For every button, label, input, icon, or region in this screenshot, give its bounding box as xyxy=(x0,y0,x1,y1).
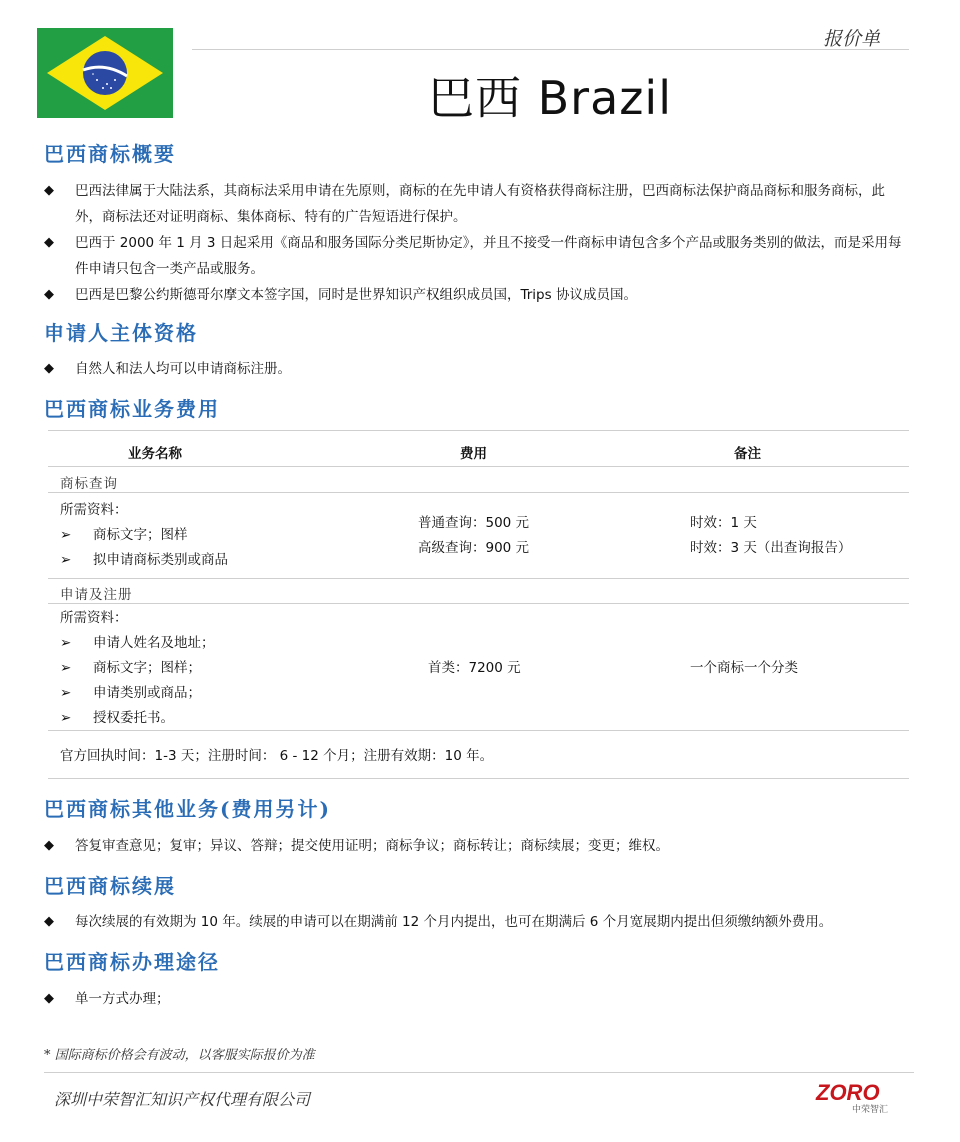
bullet-diamond-icon: ◆ xyxy=(44,838,54,853)
list-item: ◆ 巴西于 2000 年 1 月 3 日起采用《商品和服务国际分类尼斯协定》，并且不接受一件商标申请包含多个产品或服务类别的做法，而是采用每件申请只包含一类产品或服务。 xyxy=(44,230,904,282)
bullet-diamond-icon: ◆ xyxy=(44,361,54,376)
table-cell-remarks: 时效：1 天 时效：3 天（出查询报告） xyxy=(690,515,852,556)
list-item: ◆ 单一方式办理； xyxy=(44,986,904,1012)
arrow-bullet-icon: ➢ xyxy=(60,527,72,543)
table-cell-remarks: 一个商标一个分类 xyxy=(690,660,798,676)
table-header-fee: 费用 xyxy=(460,446,487,462)
table-row: 所需资料： ➢ 商标文字；图样 ➢ 拟申请商标类别或商品 xyxy=(60,498,228,573)
bullet-diamond-icon: ◆ xyxy=(44,991,54,1006)
footer-divider xyxy=(44,1072,914,1073)
arrow-bullet-icon: ➢ xyxy=(60,685,72,701)
bullet-diamond-icon: ◆ xyxy=(44,287,54,302)
list-item: ◆ 答复审查意见；复审；异议、答辩；提交使用证明；商标争议；商标转让；商标续展；变更；维权。 xyxy=(44,833,904,859)
list-item: ◆ 巴西法律属于大陆法系，其商标法采用申请在先原则，商标的在先申请人有资格获得商标注册，巴西商标法保护商品商标和服务商标，此外，商标法还对证明商标、集体商标、特有的广告短语进行保护。 xyxy=(44,178,904,230)
section-heading-fees: 巴西商标业务费用 xyxy=(44,397,220,421)
company-name: 深圳中荣智汇知识产权代理有限公司 xyxy=(54,1090,311,1109)
arrow-bullet-icon: ➢ xyxy=(60,552,72,568)
arrow-bullet-icon: ➢ xyxy=(60,635,72,651)
table-cell-fee: 普通查询：500 元 高级查询：900 元 xyxy=(418,515,530,556)
arrow-bullet-icon: ➢ xyxy=(60,660,72,676)
section-heading-renewal: 巴西商标续展 xyxy=(44,874,176,898)
list-item: ◆ 每次续展的有效期为 10 年。续展的申请可以在期满前 12 个月内提出，也可在期满后 6 个月宽展期内提出但须缴纳额外费用。 xyxy=(44,909,904,935)
svg-text:中荣智汇: 中荣智汇 xyxy=(852,1105,889,1115)
table-header-service: 业务名称 xyxy=(128,446,182,462)
list-item: ◆ 巴西是巴黎公约斯德哥尔摩文本签字国，同时是世界知识产权组织成员国，Trips 协议成员国。 xyxy=(44,282,904,308)
table-group-registration: 申请及注册 xyxy=(60,587,133,603)
brazil-flag-icon xyxy=(37,28,173,118)
section-heading-eligibility: 申请人主体资格 xyxy=(44,321,198,345)
bullet-diamond-icon: ◆ xyxy=(44,235,54,250)
table-header-remarks: 备注 xyxy=(734,446,761,462)
section-heading-overview: 巴西商标概要 xyxy=(44,142,176,166)
table-footnote: 官方回执时间：1-3 天；注册时间： 6 - 12 个月；注册有效期：10 年。 xyxy=(60,748,494,764)
bullet-diamond-icon: ◆ xyxy=(44,914,54,929)
zoro-logo xyxy=(812,1078,908,1118)
arrow-bullet-icon: ➢ xyxy=(60,710,72,726)
document-type-label: 报价单 xyxy=(822,29,880,50)
table-group-search: 商标查询 xyxy=(60,476,118,492)
header-divider xyxy=(192,49,909,50)
table-cell-fee: 首类：7200 元 xyxy=(428,660,521,676)
list-item: ◆ 自然人和法人均可以申请商标注册。 xyxy=(44,356,904,382)
price-disclaimer: * 国际商标价格会有波动，以客服实际报价为准 xyxy=(44,1048,315,1063)
section-heading-other-services: 巴西商标其他业务(费用另计) xyxy=(44,797,331,821)
page-title: 巴西 Brazil xyxy=(428,71,672,125)
bullet-diamond-icon: ◆ xyxy=(44,183,54,198)
table-row: 所需资料： ➢ 申请人姓名及地址； ➢ 商标文字；图样； ➢ 申请类别或商品； ➢ 授权委托书。 xyxy=(60,606,215,731)
section-heading-channel: 巴西商标办理途径 xyxy=(44,950,220,974)
svg-text:ZORO: ZORO xyxy=(816,1080,880,1105)
